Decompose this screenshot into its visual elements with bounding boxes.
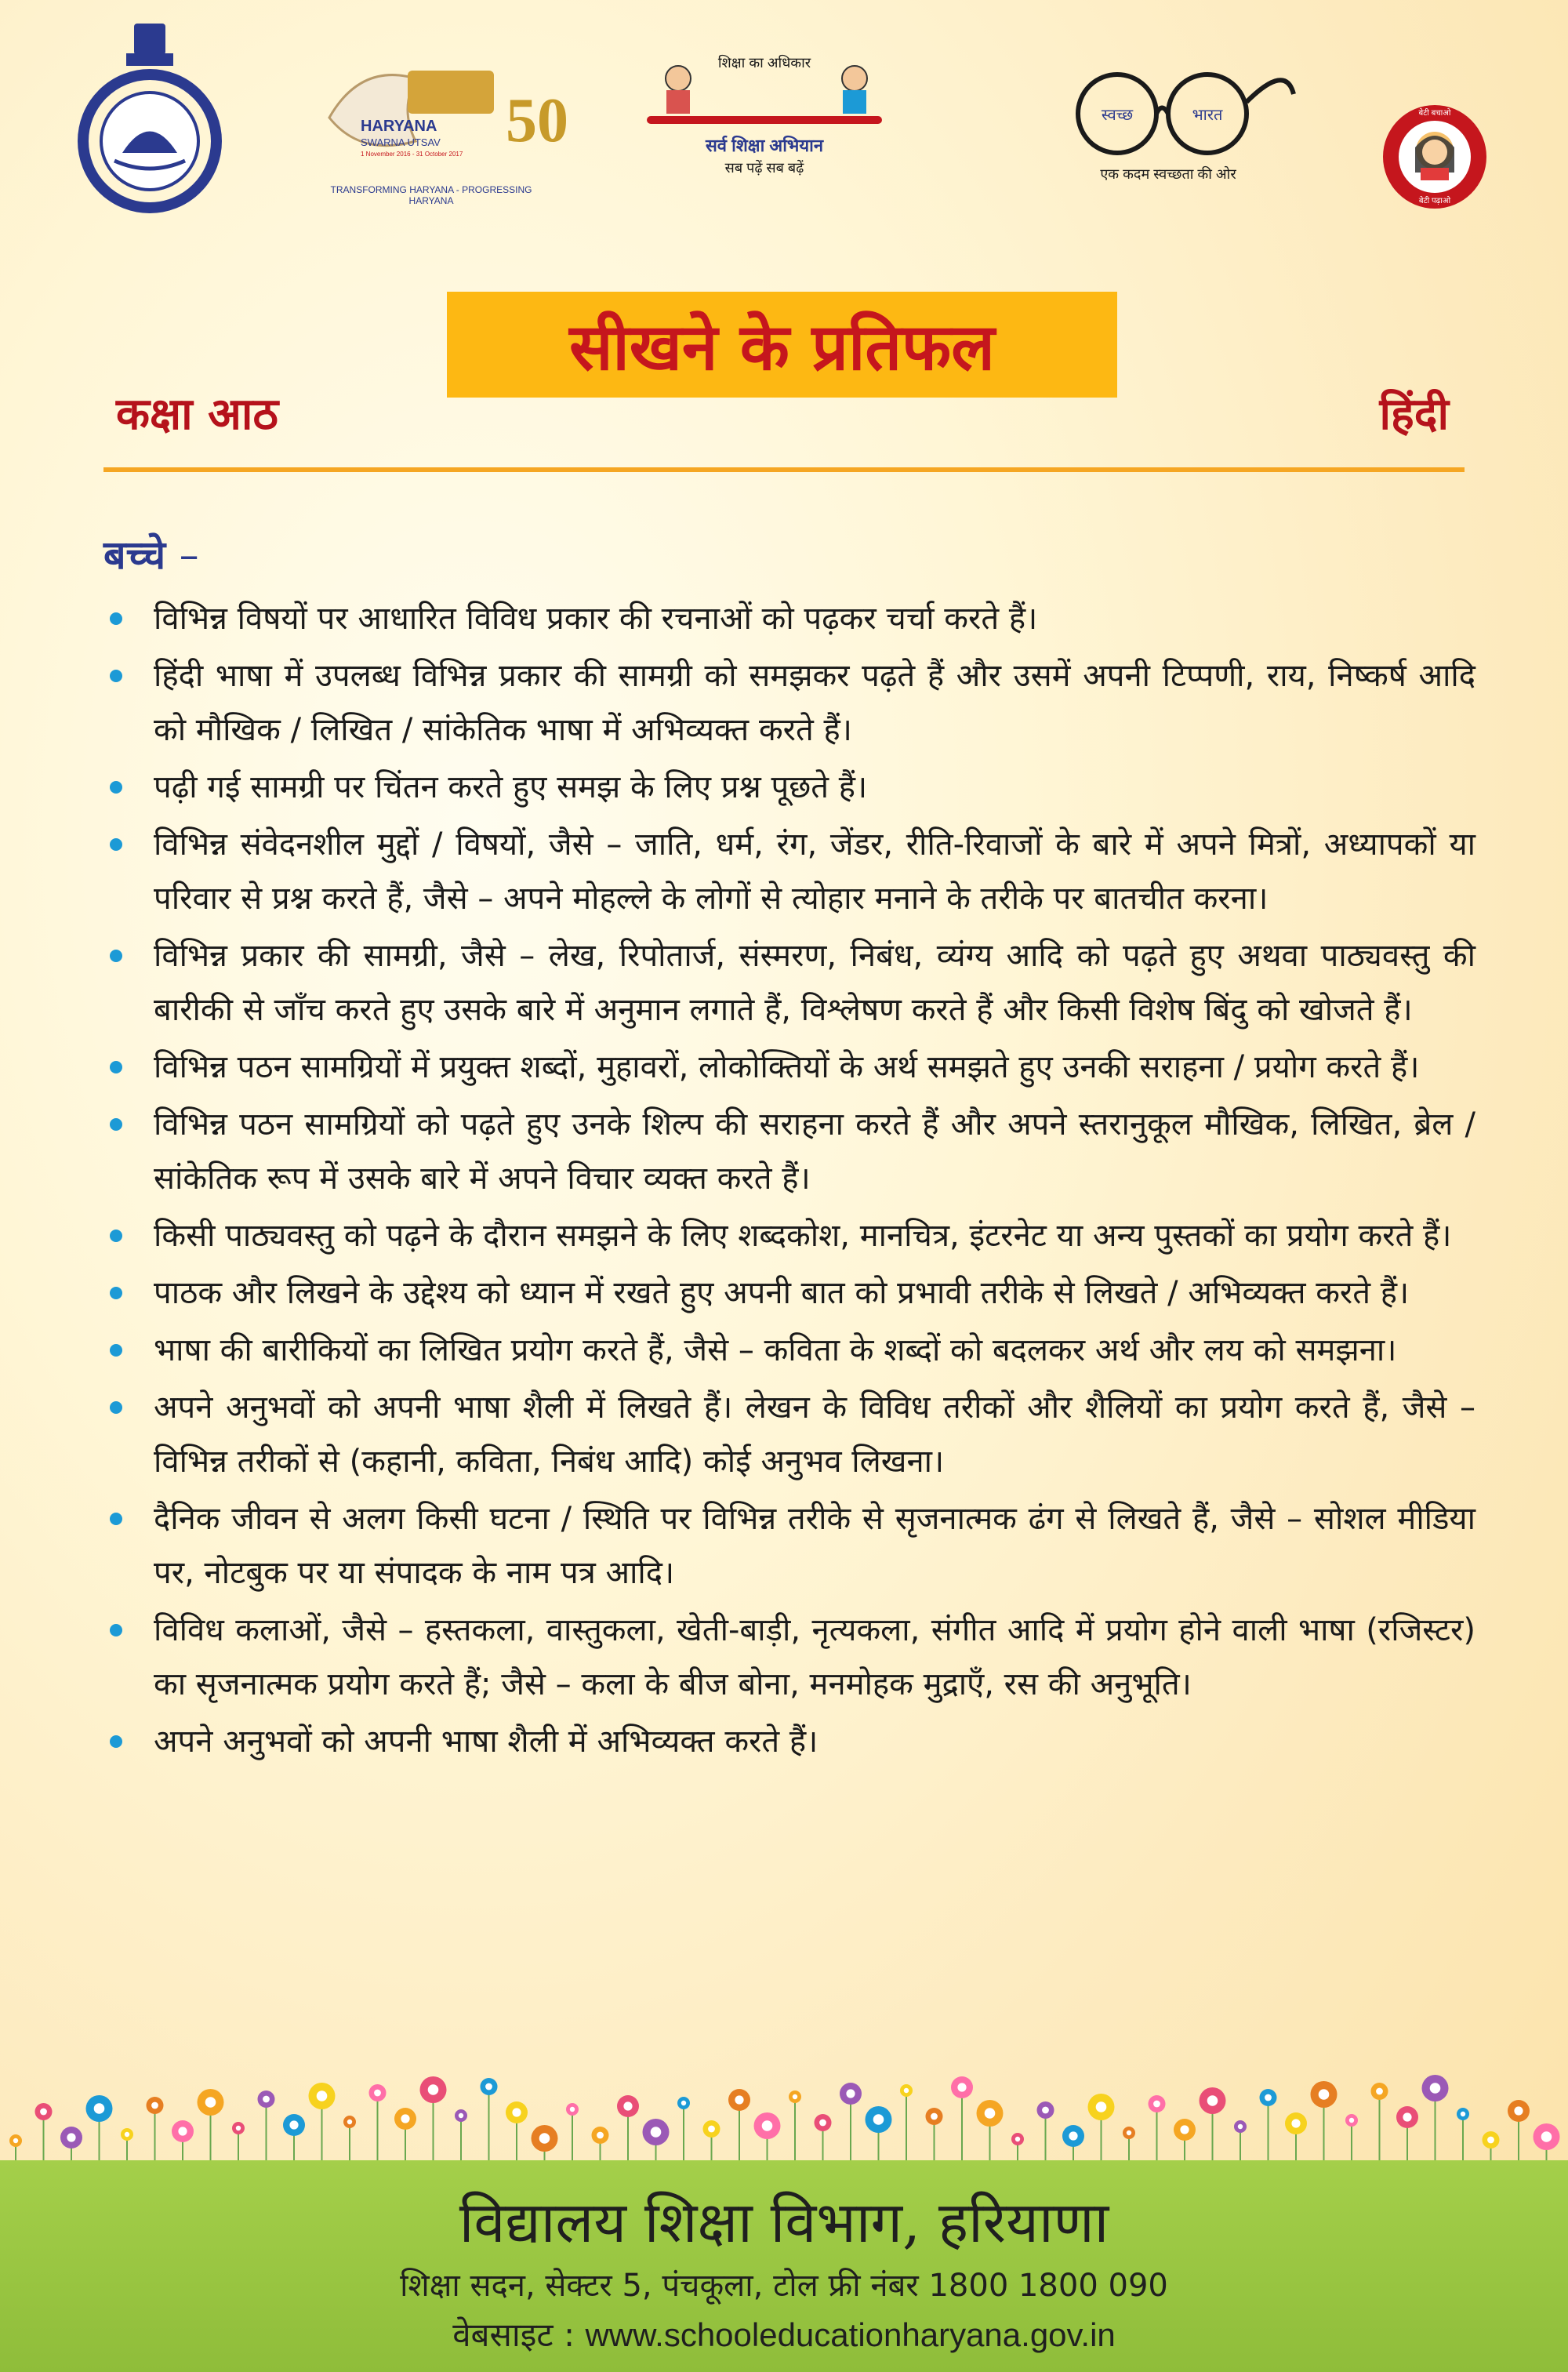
flower-center xyxy=(762,2120,773,2131)
flower-center xyxy=(957,2083,966,2091)
flower-center xyxy=(1403,2112,1411,2121)
list-item xyxy=(103,929,1475,1037)
flower-center xyxy=(317,2090,328,2101)
learning-outcomes-list xyxy=(103,592,1475,1772)
list-item xyxy=(103,818,1475,926)
bullet-icon xyxy=(110,1513,122,1525)
haryana-swarna-utsav-logo xyxy=(314,47,568,220)
swachh-left: स्वच्छ xyxy=(1101,107,1134,124)
header-divider xyxy=(103,467,1465,472)
flower-center xyxy=(793,2094,797,2099)
haryana-seal-logo xyxy=(75,16,224,212)
flower-center xyxy=(873,2114,884,2125)
title-banner xyxy=(447,292,1117,398)
flower-center xyxy=(151,2102,158,2109)
swarna-number: 50 xyxy=(506,86,568,155)
bullet-icon xyxy=(110,612,122,625)
flower-center xyxy=(1042,2107,1049,2114)
flower-center xyxy=(485,2083,492,2090)
list-item xyxy=(103,649,1475,757)
swachh-tagline: एक कदम स्वच्छता की ओर xyxy=(1100,166,1236,182)
flower-center xyxy=(178,2127,187,2135)
flower-center xyxy=(846,2089,855,2098)
list-item xyxy=(103,1381,1475,1489)
flower-center xyxy=(401,2114,409,2123)
list-item xyxy=(103,761,1475,815)
bullet-icon xyxy=(110,1624,122,1636)
flower-center xyxy=(681,2101,686,2105)
outcome-text: पाठक और लिखने के उद्देश्य को ध्यान में रखते हुए अपनी बात को प्रभावी तरीके से लिखते / अभिव्यक्त करते हैं। xyxy=(154,1275,1410,1311)
flower-border-decoration xyxy=(0,2054,1568,2172)
flower-center xyxy=(347,2120,352,2124)
list-item xyxy=(103,1715,1475,1769)
flower-center xyxy=(205,2097,216,2108)
flower-center xyxy=(1291,2119,1300,2127)
list-item xyxy=(103,1324,1475,1378)
bullet-icon xyxy=(110,1230,122,1242)
flower-center xyxy=(1430,2083,1441,2094)
outcome-text: विभिन्न संवेदनशील मुद्दों / विषयों, जैसे – जाति, धर्म, रंग, जेंडर, रीति-रिवाजों के बारे में अपने मित्रों, अध्यापकों या परिवार से प्रश्न करते हैं, जैसे – अपने मोहल्ले के लोगों से त्योहार मनाने के तरीके पर बातचीत करना। xyxy=(154,826,1475,917)
swachh-bharat-logo xyxy=(1035,47,1301,204)
bullet-icon xyxy=(110,1344,122,1357)
flower-center xyxy=(13,2138,18,2143)
footer-website xyxy=(0,2312,1568,2356)
flower-center xyxy=(512,2108,521,2116)
flower-center xyxy=(374,2090,381,2097)
bullet-icon xyxy=(110,670,122,682)
outcome-text: हिंदी भाषा में उपलब्ध विभिन्न प्रकार की सामग्री को समझकर पढ़ते हैं और उसमें अपनी टिप्पणी, राय, निष्कर्ष आदि को मौखिक / लिखित / सांकेतिक भाषा में अभिव्यक्त करते हैं। xyxy=(154,658,1475,748)
flower-center xyxy=(539,2133,550,2144)
bullet-icon xyxy=(110,838,122,851)
logo-row xyxy=(0,16,1568,220)
bullet-icon xyxy=(110,1401,122,1414)
outcome-text: भाषा की बारीकियों का लिखित प्रयोग करते हैं, जैसे – कविता के शब्दों को बदलकर अर्थ और लय को समझना। xyxy=(154,1332,1397,1368)
bbbp-bottom: बेटी पढ़ाओ xyxy=(1418,197,1451,205)
list-item xyxy=(103,1041,1475,1095)
outcome-text: विभिन्न पठन सामग्रियों को पढ़ते हुए उनके शिल्प की सराहना करते हैं और अपने स्तरानुकूल मौखिक, लिखित, ब्रेल / सांकेतिक रूप में उसके बारे में अपने विचार व्यक्त करते हैं। xyxy=(154,1106,1475,1197)
ssa-tagline: सब पढ़ें सब बढ़ें xyxy=(724,160,804,176)
list-item xyxy=(103,1604,1475,1712)
flower-center xyxy=(94,2103,105,2114)
flower-center xyxy=(1461,2112,1465,2116)
flower-center xyxy=(459,2113,463,2118)
flower-center xyxy=(263,2096,270,2103)
footer-title: विद्यालय शिक्षा विभाग, हरियाणा xyxy=(459,2189,1109,2255)
flower-center xyxy=(1207,2095,1218,2106)
flower-center xyxy=(1096,2101,1107,2112)
flower-center xyxy=(1376,2088,1383,2095)
bullet-icon xyxy=(110,781,122,794)
swarna-dates: 1 November 2016 - 31 October 2017 xyxy=(361,151,463,158)
flower-center xyxy=(931,2113,938,2120)
bullet-icon xyxy=(110,1118,122,1131)
flower-center xyxy=(735,2095,743,2104)
class-label: कक्षा आठ xyxy=(116,389,278,440)
flower-center xyxy=(289,2120,298,2129)
outcome-text: विविध कलाओं, जैसे – हस्तकला, वास्तुकला, खेती-बाड़ी, नृत्यकला, संगीत आदि में प्रयोग होने वाली भाषा (रजिस्टर) का सृजनात्मक प्रयोग करते हैं; जैसे – कला के बीज बोना, मनमोहक मुद्राएँ, रस की अनुभूति। xyxy=(154,1612,1475,1702)
flower-center xyxy=(570,2107,575,2112)
flower-center xyxy=(1265,2094,1272,2101)
list-item xyxy=(103,1266,1475,1320)
flower-center xyxy=(1153,2101,1160,2108)
flower-center xyxy=(40,2109,47,2116)
flower-center xyxy=(1127,2130,1131,2135)
intro-label: बच्चे xyxy=(103,532,166,578)
flower-center xyxy=(1319,2089,1330,2100)
flower-center xyxy=(1180,2125,1189,2134)
flower-center xyxy=(708,2126,715,2133)
outcome-text: विभिन्न प्रकार की सामग्री, जैसे – लेख, रिपोतार्ज, संस्मरण, निबंध, व्यंग्य आदि को पढ़ते हुए अथवा पाठ्यवस्तु की बारीकी से जाँच करते हुए उसके बारे में अनुमान लगाते हैं, विश्लेषण करते हैं और किसी विशेष बिंदु को खोजते हैं। xyxy=(154,938,1475,1028)
outcome-text: किसी पाठ्यवस्तु को पढ़ने के दौरान समझने के लिए शब्दकोश, मानचित्र, इंटरनेट या अन्य पुस्तकों का प्रयोग करते हैं। xyxy=(154,1218,1452,1254)
flower-center xyxy=(1349,2118,1354,2123)
flower-center xyxy=(623,2101,632,2110)
flower-center xyxy=(1541,2131,1552,2142)
page-title: सीखने के प्रतिफल xyxy=(569,310,995,385)
list-item xyxy=(103,1098,1475,1206)
swarna-tagline: TRANSFORMING HARYANA - PROGRESSING HARYANA xyxy=(330,184,532,206)
flower-center xyxy=(651,2127,662,2138)
flower-center xyxy=(597,2132,604,2139)
bullet-icon xyxy=(110,1061,122,1073)
sarva-shiksha-abhiyan-logo xyxy=(635,47,894,204)
bbbp-top: बेटी बचाओ xyxy=(1418,109,1451,118)
flower-center xyxy=(1015,2137,1020,2141)
flower-center xyxy=(67,2133,75,2141)
outcome-text: विभिन्न पठन सामग्रियों में प्रयुक्त शब्दों, मुहावरों, लोकोक्तियों के अर्थ समझते हुए उनकी सराहना / प्रयोग करते हैं। xyxy=(154,1049,1420,1085)
intro-heading xyxy=(103,527,199,580)
swachh-right: भारत xyxy=(1192,107,1223,124)
outcome-text: दैनिक जीवन से अलग किसी घटना / स्थिति पर विभिन्न तरीके से सृजनात्मक ढंग से लिखते हैं, जैसे – सोशल मीडिया पर, नोटबुक पर या संपादक के नाम पत्र आदि। xyxy=(154,1501,1475,1591)
bullet-icon xyxy=(110,1287,122,1299)
intro-dash: – xyxy=(179,532,199,578)
flower-center xyxy=(985,2108,996,2119)
outcome-text: अपने अनुभवों को अपनी भाषा शैली में अभिव्यक्त करते हैं। xyxy=(154,1724,818,1760)
outcome-text: विभिन्न विषयों पर आधारित विविध प्रकार की रचनाओं को पढ़कर चर्चा करते हैं। xyxy=(154,601,1038,637)
footer-address: शिक्षा सदन, सेक्टर 5, पंचकूला, टोल फ्री नंबर 1800 1800 090 xyxy=(400,2268,1168,2304)
subject-label: हिंदी xyxy=(1379,389,1449,440)
bullet-icon xyxy=(110,950,122,962)
swarna-line2: SWARNA UTSAV xyxy=(361,136,441,148)
flower-center xyxy=(428,2084,439,2095)
list-item xyxy=(103,1209,1475,1263)
swarna-line1: HARYANA xyxy=(361,118,437,135)
flower-center xyxy=(236,2126,241,2130)
flower-center xyxy=(1487,2137,1494,2144)
beti-bachao-beti-padhao-logo xyxy=(1380,102,1490,212)
flower-center xyxy=(1069,2131,1077,2140)
website-label: वेबसाइट : xyxy=(452,2316,575,2354)
flower-center xyxy=(904,2088,909,2093)
website-link[interactable]: www.schooleducationharyana.gov.in xyxy=(585,2316,1116,2353)
flower-center xyxy=(1514,2106,1523,2115)
outcome-text: पढ़ी गई सामग्री पर चिंतन करते हुए समझ के लिए प्रश्न पूछते हैं। xyxy=(154,769,868,805)
ssa-top: शिक्षा का अधिकार xyxy=(717,55,811,71)
flower-center xyxy=(819,2120,826,2127)
list-item xyxy=(103,1492,1475,1600)
ssa-name: सर्व शिक्षा अभियान xyxy=(705,136,824,155)
flower-center xyxy=(125,2132,129,2137)
flower-center xyxy=(1238,2124,1243,2129)
outcome-text: अपने अनुभवों को अपनी भाषा शैली में लिखते हैं। लेखन के विविध तरीकों और शैलियों का प्रयोग करते हैं, जैसे – विभिन्न तरीकों से (कहानी, कविता, निबंध आदि) कोई अनुभव लिखना। xyxy=(154,1389,1475,1480)
bullet-icon xyxy=(110,1735,122,1748)
list-item xyxy=(103,592,1475,646)
